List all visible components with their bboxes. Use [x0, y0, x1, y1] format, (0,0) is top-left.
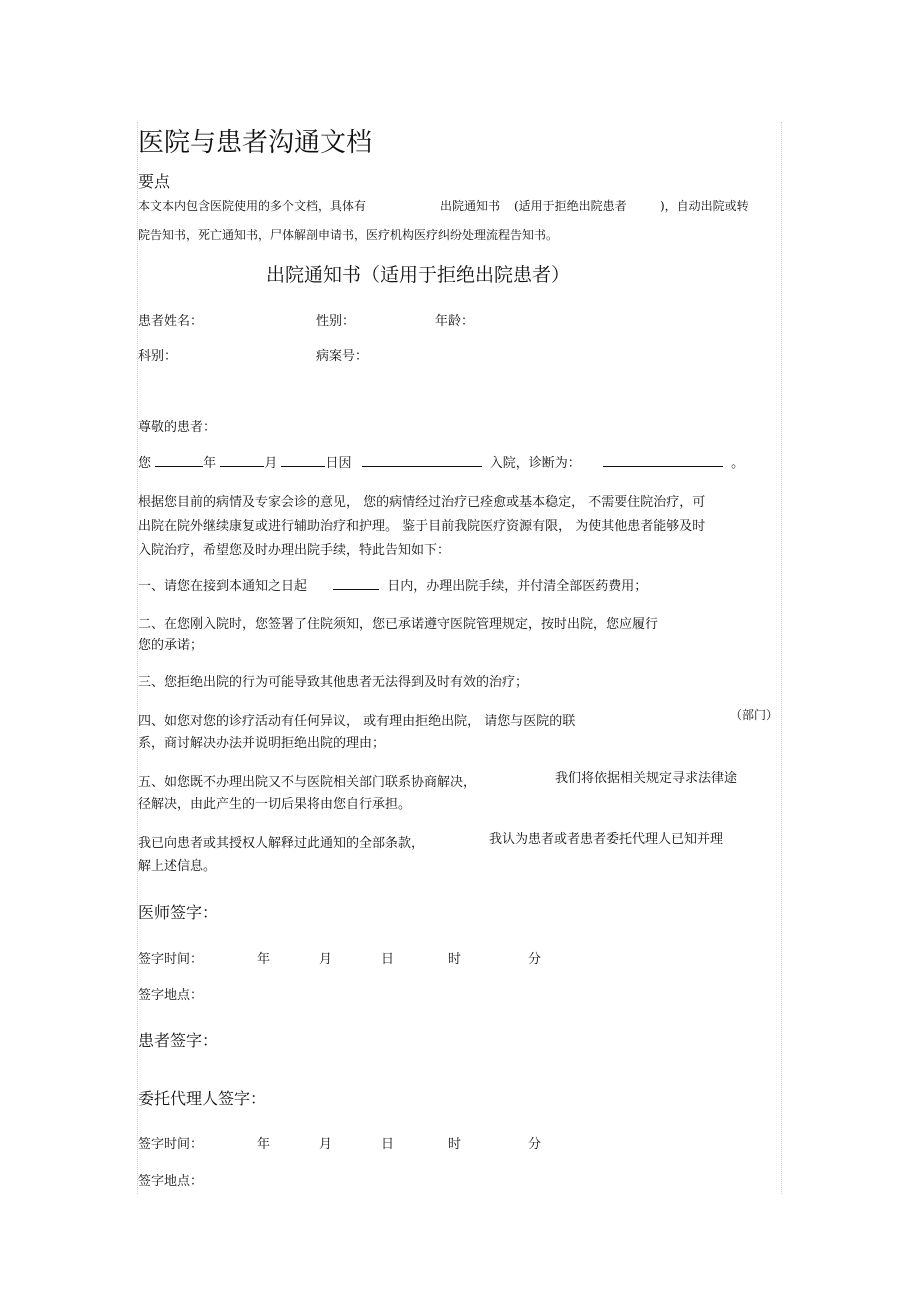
sign-time-minute-1: 分 — [528, 952, 542, 967]
sign-time-day-2: 日 — [381, 1137, 395, 1152]
item-two-a: 二、在您刚入院时，您签署了住院须知，您已承诺遵守医院管理规定，按时出院，您应履行 — [138, 617, 659, 632]
sign-time-month-2: 月 — [319, 1137, 333, 1152]
sign-time-label-1: 签字时间： — [138, 952, 204, 967]
body-line-3: 入院治疗，希望您及时办理出院手续，特此告知如下： — [138, 543, 451, 558]
item-four-a: 四、如您对您的诊疗活动有任何异议， 或有理由拒绝出院， 请您与医院的联 — [138, 714, 576, 729]
intro-text-line2: 院告知书，死亡通知书，尸体解剖申请书，医疗机构医疗纠纷处理流程告知书。 — [138, 228, 559, 242]
admission-you: 您 — [138, 456, 152, 471]
patient-name-label: 患者姓名： — [138, 314, 204, 329]
intro-text-2: 出院通知书 — [440, 199, 501, 213]
intro-text-4: )，自动出院或转 — [660, 199, 749, 213]
explain-b: 解上述信息。 — [138, 859, 217, 874]
item-four-dept: （部门） — [730, 708, 779, 722]
sign-time-label-2: 签字时间： — [138, 1137, 204, 1152]
blank-reason[interactable] — [362, 452, 482, 467]
explain-right: 我认为患者或者患者委托代理人已知并理 — [489, 832, 724, 847]
admission-admit: 入院，诊断为： — [489, 456, 581, 471]
item-four-b: 系，商讨解决办法并说明拒绝出院的理由； — [138, 736, 386, 751]
sign-time-hour-2: 时 — [448, 1137, 462, 1152]
explain-a: 我已向患者或其授权人解释过此通知的全部条款， — [138, 836, 425, 851]
body-line-2: 出院在院外继续康复或进行辅助治疗和护理。 鉴于目前我院医疗资源有限， 为使其他患者能够及时 — [138, 519, 706, 534]
sign-time-year-2: 年 — [257, 1137, 271, 1152]
record-number-label: 病案号： — [316, 349, 369, 364]
doctor-signature-label: 医师签字： — [138, 903, 219, 922]
notice-title: 出院通知书（适用于拒绝出院患者） — [266, 264, 571, 286]
admission-month: 月 — [264, 456, 278, 471]
age-label: 年龄： — [435, 314, 475, 329]
item-five-b: 径解决，由此产生的一切后果将由您自行承担。 — [138, 797, 412, 812]
admission-year: 年 — [203, 456, 217, 471]
document-title: 医院与患者沟通文档 — [138, 128, 373, 158]
sign-time-day-1: 日 — [381, 952, 395, 967]
margin-guide-right — [781, 122, 782, 1194]
sign-time-month-1: 月 — [319, 952, 333, 967]
item-one-a: 一、请您在接到本通知之日起 — [138, 579, 308, 594]
item-five-a: 五、如您既不办理出院又不与医院相关部门联系协商解决， — [138, 775, 477, 790]
sign-place-label-2: 签字地点： — [138, 1174, 204, 1189]
admission-line — [138, 452, 744, 471]
item-three: 三、您拒绝出院的行为可能导致其他患者无法得到及时有效的治疗； — [138, 675, 529, 690]
body-line-1: 根据您目前的病情及专家会诊的意见， 您的病情经过治疗已痊愈或基本稳定， 不需要住院治疗，可 — [138, 495, 706, 510]
item-five-right: 我们将依据相关规定寻求法律途 — [555, 771, 738, 786]
blank-month[interactable] — [220, 452, 264, 467]
intro-text-3: (适用于拒绝出院患者 — [514, 199, 627, 213]
blank-diagnosis[interactable] — [603, 452, 723, 467]
item-one-b: 日内，办理出院手续，并付清全部医药费用； — [387, 579, 648, 594]
sign-time-minute-2: 分 — [528, 1137, 542, 1152]
sign-time-year-1: 年 — [257, 952, 271, 967]
admission-day-reason: 日因 — [325, 456, 352, 471]
department-label: 科别： — [138, 349, 178, 364]
greeting: 尊敬的患者： — [138, 420, 217, 435]
item-two-b: 您的承诺； — [138, 638, 204, 653]
intro-text-1: 本文本内包含医院使用的多个文档，具体有 — [138, 199, 367, 213]
key-points-heading: 要点 — [138, 172, 171, 191]
sign-time-hour-1: 时 — [448, 952, 462, 967]
gender-label: 性别： — [316, 314, 356, 329]
sign-place-label-1: 签字地点： — [138, 988, 204, 1003]
blank-days[interactable] — [333, 575, 379, 590]
agent-signature-label: 委托代理人签字： — [138, 1089, 267, 1108]
admission-end: 。 — [731, 456, 745, 471]
item-one — [138, 575, 647, 594]
blank-year[interactable] — [155, 452, 203, 467]
patient-signature-label: 患者签字： — [138, 1031, 219, 1050]
blank-day[interactable] — [281, 452, 325, 467]
